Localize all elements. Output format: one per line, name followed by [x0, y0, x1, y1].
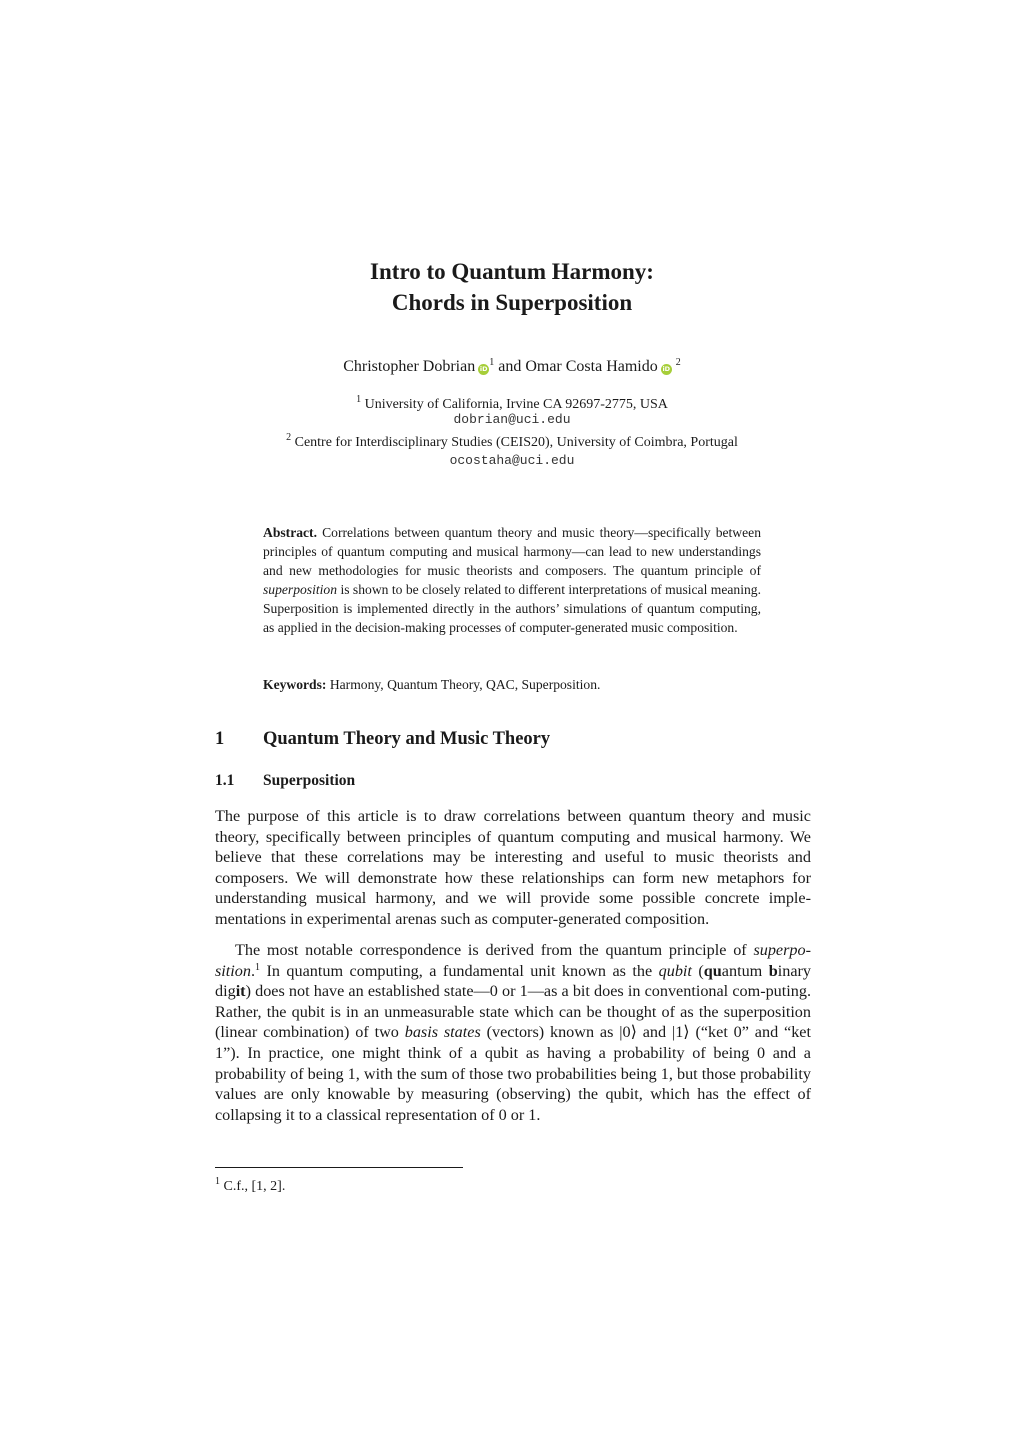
abstract-text: is shown to be closely related to different interpretations of musical meaning. Superposition is implemented directly in the authors’ simulations of quantum computing, as applied in the decision-making processes of computer-generated music composition.: [263, 582, 761, 635]
abstract-label: Abstract.: [263, 525, 317, 540]
paragraph-text: In quantum computing, a fundamental unit known as the: [260, 961, 659, 980]
section-number: 1: [215, 729, 225, 749]
affiliation-2: [0, 432, 1024, 468]
affiliation-text: Centre for Interdisciplinary Studies (CEIS20), University of Coimbra, Portugal: [294, 435, 738, 450]
body-paragraph-2: [215, 940, 811, 1125]
paragraph-text: antum: [721, 961, 769, 980]
author-list: [0, 357, 1024, 377]
affiliation-1: [0, 394, 1024, 427]
paragraph-bold: qu: [703, 961, 722, 980]
paragraph-bold: it: [235, 982, 246, 1001]
author-name: Christopher Dobrian: [343, 358, 476, 375]
subsection-heading: [215, 771, 355, 791]
body-paragraph-1: The purpose of this article is to draw correlations between quantum theory and music theory, specifically between principles of quantum computing and musical harmony. We believe that these correlations may be interesting and useful to music theorists and composers. We will demonstrate how these relationships can form new metaphors for understanding musical harmony, and we will provide some possible concrete imple-mentations in experimental arenas such as computer-generated composition.: [215, 807, 811, 928]
paragraph-text: .: [250, 961, 256, 980]
affiliation-marker: 2: [675, 357, 681, 368]
abstract-text: Correlations between quantum theory and music theory—specifically between principles of quantum computing and musical harmony—can lead to new understandings and new methodologies for music theorists and composers. The quantum principle of: [263, 525, 761, 578]
subsection-title: Superposition: [263, 772, 356, 789]
abstract: [263, 523, 761, 637]
footnote-text: C.f., [1, 2].: [220, 1179, 286, 1194]
affiliation-marker: 1: [489, 357, 495, 368]
paragraph-text: inary dig: [215, 961, 811, 1001]
orcid-icon[interactable]: iD: [662, 365, 671, 373]
title-line-1: Intro to Quantum Harmony:: [370, 259, 654, 284]
paragraph-emphasis: qubit: [658, 961, 692, 980]
affiliation-number: 2: [286, 432, 292, 443]
paragraph-emphasis: basis states: [404, 1023, 481, 1042]
section-heading: [215, 727, 550, 751]
footnote-divider: [215, 1167, 463, 1168]
paragraph-bold: b: [768, 961, 778, 980]
paragraph-text: (: [691, 961, 704, 980]
abstract-emphasis: superposition: [263, 582, 338, 597]
author-conjunction: and: [494, 358, 526, 375]
email-link[interactable]: ocostaha@uci.edu: [449, 453, 575, 468]
author-name: Omar Costa Hamido: [525, 358, 658, 375]
keywords: [263, 675, 761, 694]
subsection-number: 1.1: [215, 772, 235, 789]
footnote-reference[interactable]: 1: [255, 961, 261, 973]
paragraph-text: The most notable correspondence is derived from the quantum principle of: [235, 941, 754, 959]
orcid-icon[interactable]: iD: [479, 365, 488, 373]
paragraph-text: ) does not have an established state—0 or 1—as a bit does in conventional com-puting. Rather, the qubit is in an unmeasurable state which can be thought of as the superposition (linear combination) of two: [215, 982, 811, 1042]
keywords-label: Keywords:: [263, 677, 327, 692]
footnote-number: 1: [215, 1176, 220, 1187]
affiliation-text: University of California, Irvine CA 92697-2775, USA: [364, 397, 668, 412]
affiliation-number: 1: [356, 394, 362, 405]
title-line-2: Chords in Superposition: [391, 290, 633, 315]
paragraph-emphasis: superpo-sition: [215, 941, 811, 980]
paper-title: [0, 256, 1024, 318]
email-link[interactable]: dobrian@uci.edu: [453, 412, 571, 427]
paragraph-text: (vectors) known as |0⟩ and |1⟩ (“ket 0” and “ket 1”). In practice, one might think of a qubit as having a probability of being 0 and a probability of being 1, with the sum of those two probabilities being 1, but those probability values are only knowable by measuring (observing) the qubit, which has the effect of collapsing it to a classical representation of 0 or 1.: [215, 1023, 811, 1124]
footnote: [215, 1178, 285, 1196]
keywords-text: Harmony, Quantum Theory, QAC, Superposition.: [326, 677, 601, 692]
section-title: Quantum Theory and Music Theory: [263, 729, 551, 749]
